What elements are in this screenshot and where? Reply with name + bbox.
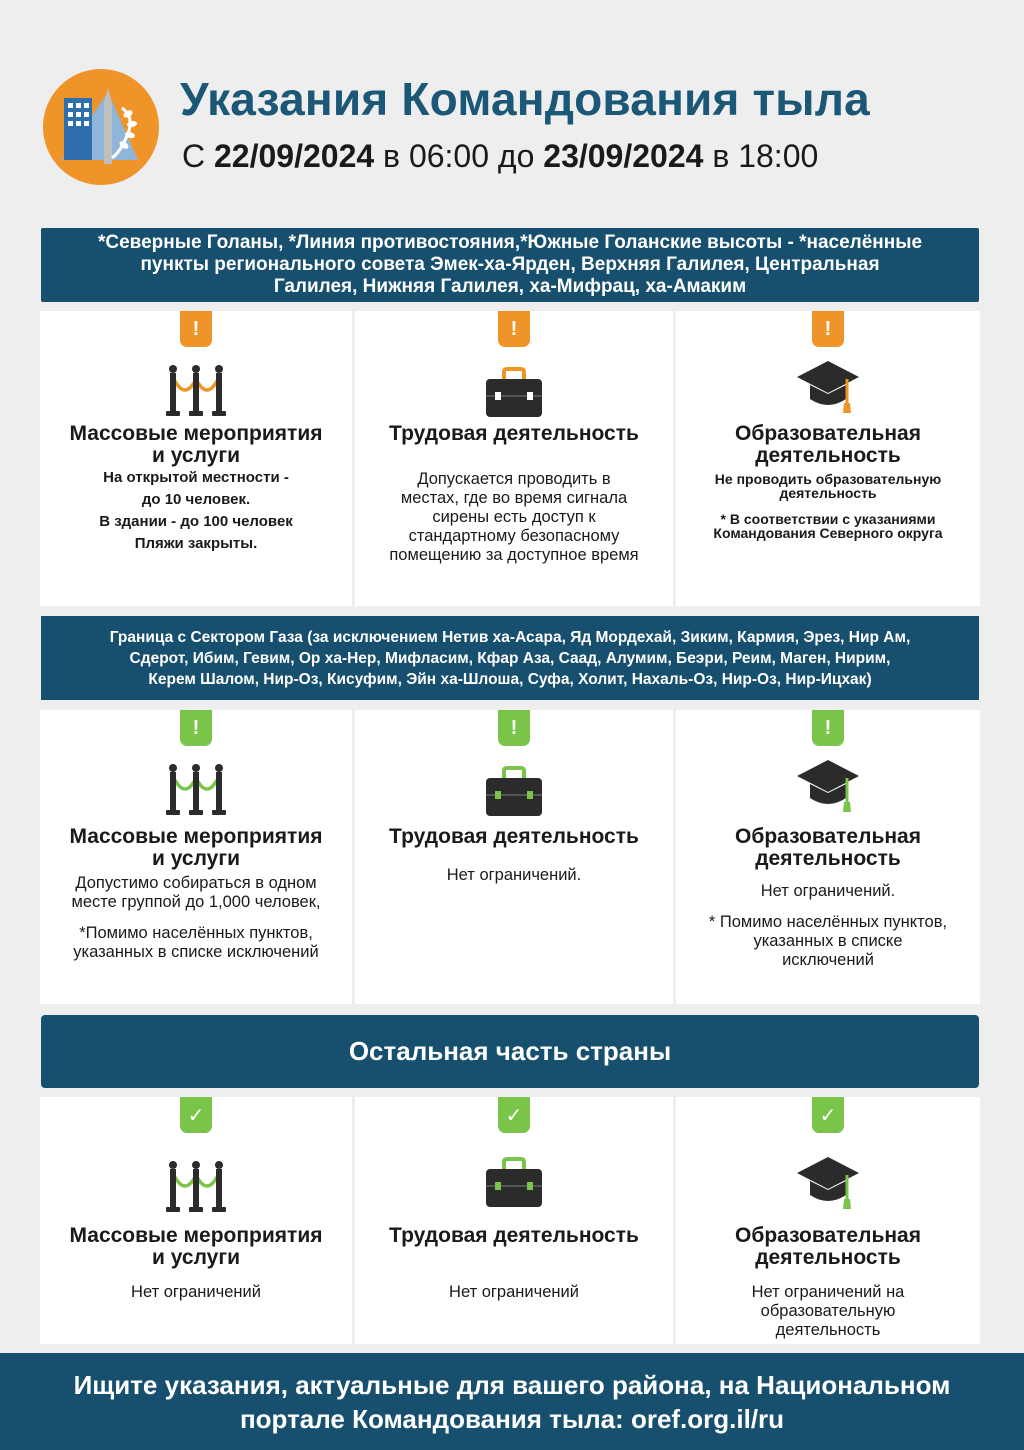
date-prefix: С [182,138,206,174]
card-text: Нет ограничений [131,1283,261,1301]
region-banner-rest-of-country [41,1015,979,1088]
graduation-cap-icon [795,359,861,415]
footer-line: Ищите указания, актуальные для вашего района, на Национальном [73,1369,951,1400]
banner-line: Керем Шалом, Нир-Оз, Кисуфим, Эйн ха-Шлоша, Суфа, Холит, Нахаль-Оз, Нир-Оз, Нир-Ицхак) [148,670,872,688]
exclamation-icon: ! [498,710,530,746]
banner-line: пункты регионального совета Эмек-ха-Ярден, Верхняя Галилея, Центральная [140,254,880,275]
exclamation-icon: ! [812,311,844,347]
cards-row-north [40,311,980,606]
start-time: 06:00 [408,138,490,174]
card-education [676,311,980,606]
checkmark-icon: ✓ [498,1097,530,1133]
briefcase-icon [481,764,547,820]
card-work [355,1097,673,1344]
briefcase-icon [481,365,547,421]
card-mass-events [40,710,352,1004]
card-title: Массовые мероприятия и услуги [69,825,323,870]
card-title: Массовые мероприятия и услуги [69,1224,323,1269]
header [0,0,1024,215]
end-time: 18:00 [738,138,819,174]
start-date: 22/09/2024 [214,138,375,174]
checkmark-icon: ✓ [180,1097,212,1133]
card-text: Нет ограничений [449,1283,579,1301]
banner-line: Граница с Сектором Газа (за исключением Нетив ха-Асара, Яд Мордехай, Зиким, Кармия, Эрез, Нир Ам, [109,628,911,646]
checkmark-icon: ✓ [812,1097,844,1133]
card-title: Трудовая деятельность [389,422,639,445]
banner-line: Сдерот, Ибим, Гевим, Ор ха-Нер, Мифласим, Кфар Аза, Саад, Алумим, Беэри, Реим, Маген, Нирим, [129,649,891,667]
card-work [355,710,673,1004]
stanchion-rope-icon [163,762,229,818]
card-text: На открытой местности - до 10 человек. В здании - до 100 человек Пляжи закрыты. [99,469,293,552]
validity-period [182,138,818,175]
start-word: в [383,138,401,174]
graduation-cap-icon [795,758,861,814]
card-mass-events [40,1097,352,1344]
stanchion-rope-icon [163,1159,229,1215]
card-title: Массовые мероприятия и услуги [69,422,323,467]
home-front-command-logo [42,68,160,186]
card-education [676,710,980,1004]
card-text: Нет ограничений на образовательную деятельность [751,1283,905,1339]
card-text: Нет ограничений. * Помимо населённых пунктов, указанных в списке исключений [708,882,948,969]
banner-line: Галилея, Нижняя Галилея, ха-Мифрац, ха-Амаким [273,276,747,297]
region-banner-gaza-border [41,616,979,700]
briefcase-icon [481,1155,547,1211]
end-date: 23/09/2024 [543,138,704,174]
end-word: в [712,138,730,174]
exclamation-icon: ! [498,311,530,347]
exclamation-icon: ! [812,710,844,746]
stanchion-rope-icon [163,363,229,419]
footer-portal-note [0,1353,1024,1450]
footer-line-link[interactable]: портале Командования тыла: oref.org.il/ru [239,1403,785,1434]
card-title: Трудовая деятельность [389,825,639,848]
exclamation-icon: ! [180,311,212,347]
card-text: Нет ограничений. [446,866,582,884]
exclamation-icon: ! [180,710,212,746]
graduation-cap-icon [795,1155,861,1211]
card-education [676,1097,980,1344]
banner-line: Остальная часть страны [348,1036,672,1066]
card-mass-events [40,311,352,606]
card-work [355,311,673,606]
region-banner-north [41,228,979,302]
card-title: Образовательная деятельность [735,825,921,870]
card-text: Допустимо собираться в одном месте группой до 1,000 человек, *Помимо населённых пунктов, указанных в списке исключений [71,874,321,961]
card-text: Допускается проводить в местах, где во время сигнала сирены есть доступ к стандартному безопасному помещению за доступное время [389,470,639,564]
card-text: Не проводить образовательную деятельность * В соответствии с указаниями Командования Северного округа [713,471,943,541]
cards-row-rest-of-country [40,1097,980,1344]
cards-row-gaza-border [40,710,980,1004]
to-word: до [497,138,535,174]
card-title: Образовательная деятельность [735,422,921,467]
page-title: Указания Командования тыла [180,73,870,125]
card-title: Трудовая деятельность [389,1224,639,1247]
banner-line: *Северные Голаны, *Линия противостояния,*Южные Голанские высоты - *населённые [97,232,923,253]
card-title: Образовательная деятельность [735,1224,921,1269]
